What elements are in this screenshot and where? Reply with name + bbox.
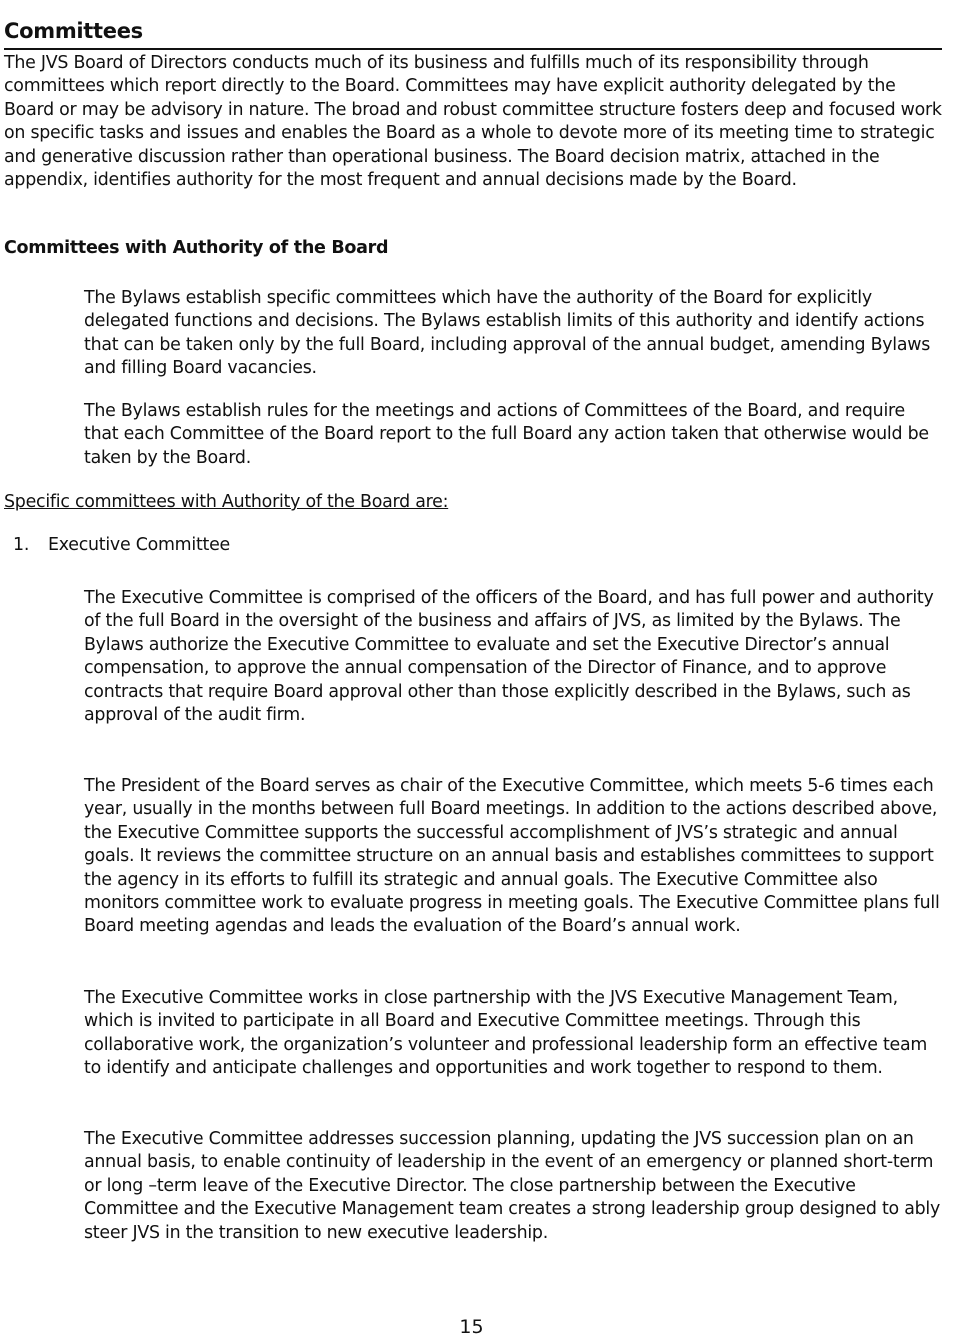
bylaws-paragraph: The Bylaws establish specific committees which have the authority of the Board for explicitly delegated functions and decisions. The Bylaws establish limits of this authority and identify actions that can be taken only by the full Board, including approval of the annual budget, amending Bylaws and filling Board vacancies. — [84, 288, 931, 379]
section-heading: Committees — [4, 16, 942, 50]
committee-paragraph: The President of the Board serves as chair of the Executive Committee, which meets 5-6 times each year, usually in the months between full Board meetings. In addition to the actions described above, the Executive Committee supports the successful accomplishment of JVS’s strategic and annual goals. It reviews the committee structure on an annual basis and establishes committees to support the agency in its efforts to fulfill its strategic and annual goals. The Executive Committee also monitors committee work to evaluate progress in meeting goals. The Executive Committee plans full Board meeting agendas and leads the evaluation of the Board’s annual work. — [84, 776, 940, 937]
committee-list-item — [13, 533, 230, 557]
committee-paragraph: The Executive Committee works in close partnership with the JVS Executive Management Team, which is invited to participate in all Board and Executive Committee meetings. Through this collaborative work, the organization’s volunteer and professional leadership form an effective team to identify and anticipate challenges and opportunities and work together to respond to them. — [84, 988, 928, 1079]
committee-list-intro: Specific committees with Authority of the Board are: — [4, 492, 449, 512]
page-number: 15 — [459, 1316, 484, 1338]
bylaws-paragraph: The Bylaws establish rules for the meetings and actions of Committees of the Board, and require that each Committee of the Board report to the full Board any action taken that otherwise would be taken by the Board. — [84, 401, 929, 468]
subsection-heading: Committees with Authority of the Board — [4, 238, 389, 258]
committee-paragraph: The Executive Committee is comprised of the officers of the Board, and has full power and authority of the full Board in the oversight of the business and affairs of JVS, as limited by the Bylaws. The Bylaws authorize the Executive Committee to evaluate and set the Executive Director’s annual compensation, to approve the annual compensation of the Director of Finance, and to approve contracts that require Board approval other than those explicitly described in the Bylaws, such as approval of the audit firm. — [84, 588, 934, 726]
committee-paragraph: The Executive Committee addresses succession planning, updating the JVS succession plan on an annual basis, to enable continuity of leadership in the event of an emergency or planned short-term or long –term leave of the Executive Director. The close partnership between the Executive Committee and the Executive Management team creates a strong leadership group designed to ably steer JVS in the transition to new executive leadership. — [84, 1129, 941, 1243]
list-item-number: 1. — [13, 535, 30, 555]
list-item-label: Executive Committee — [48, 535, 230, 555]
intro-paragraph: The JVS Board of Directors conducts much of its business and fulfills much of its responsibility through committees which report directly to the Board. Committees may have explicit authority delegated by the Board or may be advisory in nature. The broad and robust committee structure fosters deep and focused work on specific tasks and issues and enables the Board as a whole to devote more of its meeting time to strategic and generative discussion rather than operational business. The Board decision matrix, attached in the appendix, identifies authority for the most frequent and annual decisions made by the Board. — [4, 53, 942, 191]
